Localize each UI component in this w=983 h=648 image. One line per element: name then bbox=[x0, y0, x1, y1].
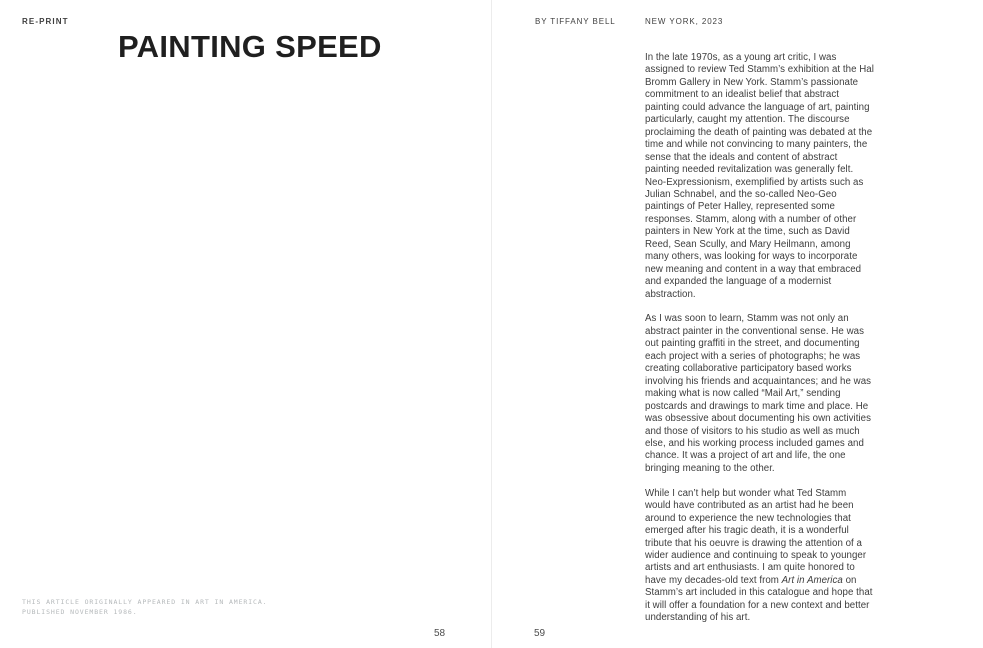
body-paragraph-3-pre: While I can’t help but wonder what Ted Stamm would have contributed as an artist had he been around to experience the new technologies that emerged after his tragic death, it is a wonderful tribute that his oeuvre is drawing the attention of a wider audience and continuing to speak to younger artists and art enthusiasts. I am quite honored to have my decades-old text from bbox=[645, 487, 867, 586]
article-title: PAINTING SPEED bbox=[118, 28, 382, 64]
author-byline: BY TIFFANY BELL bbox=[535, 17, 616, 26]
body-paragraph-1: In the late 1970s, as a young art critic, I was assigned to review Ted Stamm’s exhibition at the Hal Bromm Gallery in New York. Stamm’s passionate commitment to an idealist belief that abstract painting could advance the language of art, painting particularly, caught my attention. The discourse proclaiming the death of painting was debated at the time and while not convincing to many painters, the sense that the ideals and content of abstract painting needed revitalization was generally felt. Neo-Expressionism, exemplified by artists such as Julian Schnabel, and the so-called Neo-Geo paintings of Peter Halley, represented some responses. Stamm, along with a number of other painters in New York at the time, such as David Reed, Sean Scully, and Mary Heilmann, among many others, was looking for ways to incorporate new meaning and content in a way that embraced and expanded the language of a modernist abstraction. bbox=[645, 52, 874, 300]
section-kicker: RE-PRINT bbox=[22, 17, 69, 26]
article-body bbox=[645, 52, 874, 625]
body-paragraph-3-post: on Stamm’s art included in this catalogue and hope that it will offer a foundation for a new context and better understanding of his art. bbox=[645, 574, 873, 624]
source-footnote-line1: THIS ARTICLE ORIGINALLY APPEARED IN ART IN AMERICA. bbox=[22, 598, 268, 606]
page-number-right: 59 bbox=[534, 628, 546, 639]
dateline: NEW YORK, 2023 bbox=[645, 17, 724, 26]
page-number-left: 58 bbox=[434, 628, 446, 639]
body-paragraph-3-publication-title: Art in America bbox=[781, 574, 843, 586]
body-paragraph-2: As I was soon to learn, Stamm was not only an abstract painter in the conventional sense. He was out painting graffiti in the street, and documenting each project with a series of photographs; he was creating collaborative participatory based works involving his friends and acquaintances; and he was making what is now called “Mail Art,” sending postcards and drawings to mark time and place. He was obsessive about documenting his own activities and those of visitors to his studio as well as much else, and his working process included games and chance. It was a project of art and life, the one bringing meaning to the other. bbox=[645, 313, 872, 474]
source-footnote bbox=[22, 598, 267, 617]
body-paragraph-3 bbox=[645, 488, 874, 625]
page-gutter-divider bbox=[491, 0, 492, 648]
source-footnote-line2: PUBLISHED NOVEMBER 1986. bbox=[22, 607, 138, 616]
